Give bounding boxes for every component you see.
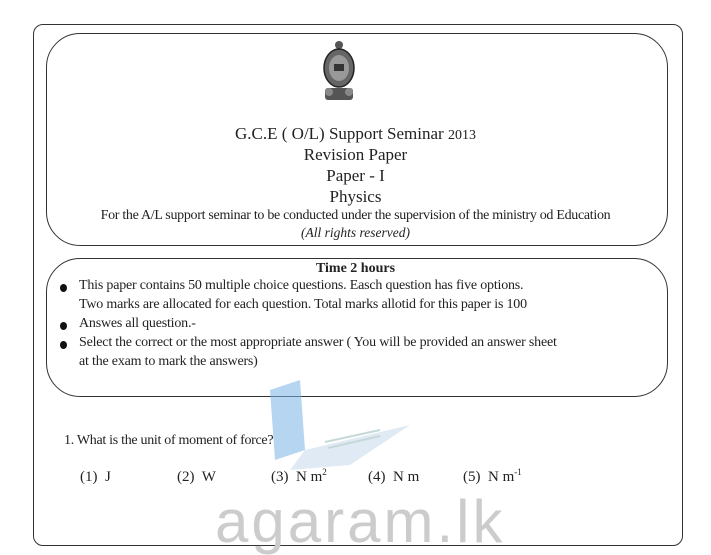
laptop-watermark-icon xyxy=(230,380,430,470)
time-allowed: Time 2 hours xyxy=(315,261,396,276)
exam-subtitle: Revision Paper xyxy=(303,145,408,164)
paper-number: Paper - I xyxy=(326,166,385,185)
bullet-icon xyxy=(60,341,67,349)
instruction-item: Two marks are allocated for each question. Total marks allotid for this paper is 100 xyxy=(79,297,527,312)
bullet-icon xyxy=(60,322,67,330)
option-5[interactable]: (5) N $m^{-1}$ xyxy=(463,467,522,485)
bullet-icon xyxy=(60,284,67,292)
option-3[interactable]: (3) N $m^2$ xyxy=(271,467,327,485)
national-emblem-icon xyxy=(322,40,356,102)
instruction-item: This paper contains 50 multiple choice questions. Easch question has five options. xyxy=(79,278,524,293)
rights-note: (All rights reserved) xyxy=(301,225,410,240)
instruction-item: Answes all question.- xyxy=(79,316,196,331)
instruction-item: at the exam to mark the answers) xyxy=(79,354,258,369)
option-1[interactable]: (1) J xyxy=(80,469,111,485)
subject: Physics xyxy=(329,187,382,206)
option-4[interactable]: (4) N m xyxy=(368,469,420,485)
seminar-note: For the A/L support seminar to be conducted under the supervision of the ministry od Education xyxy=(100,208,611,223)
question-1: 1. What is the unit of moment of force? xyxy=(64,433,274,448)
instruction-item: Select the correct or the most appropriate answer ( You will be provided an answer sheet xyxy=(79,335,557,350)
option-2[interactable]: (2) W xyxy=(177,469,216,485)
exam-title: G.C.E ( O/L) Support Seminar 2013 xyxy=(235,124,476,143)
watermark: agaram.lk xyxy=(215,488,506,555)
